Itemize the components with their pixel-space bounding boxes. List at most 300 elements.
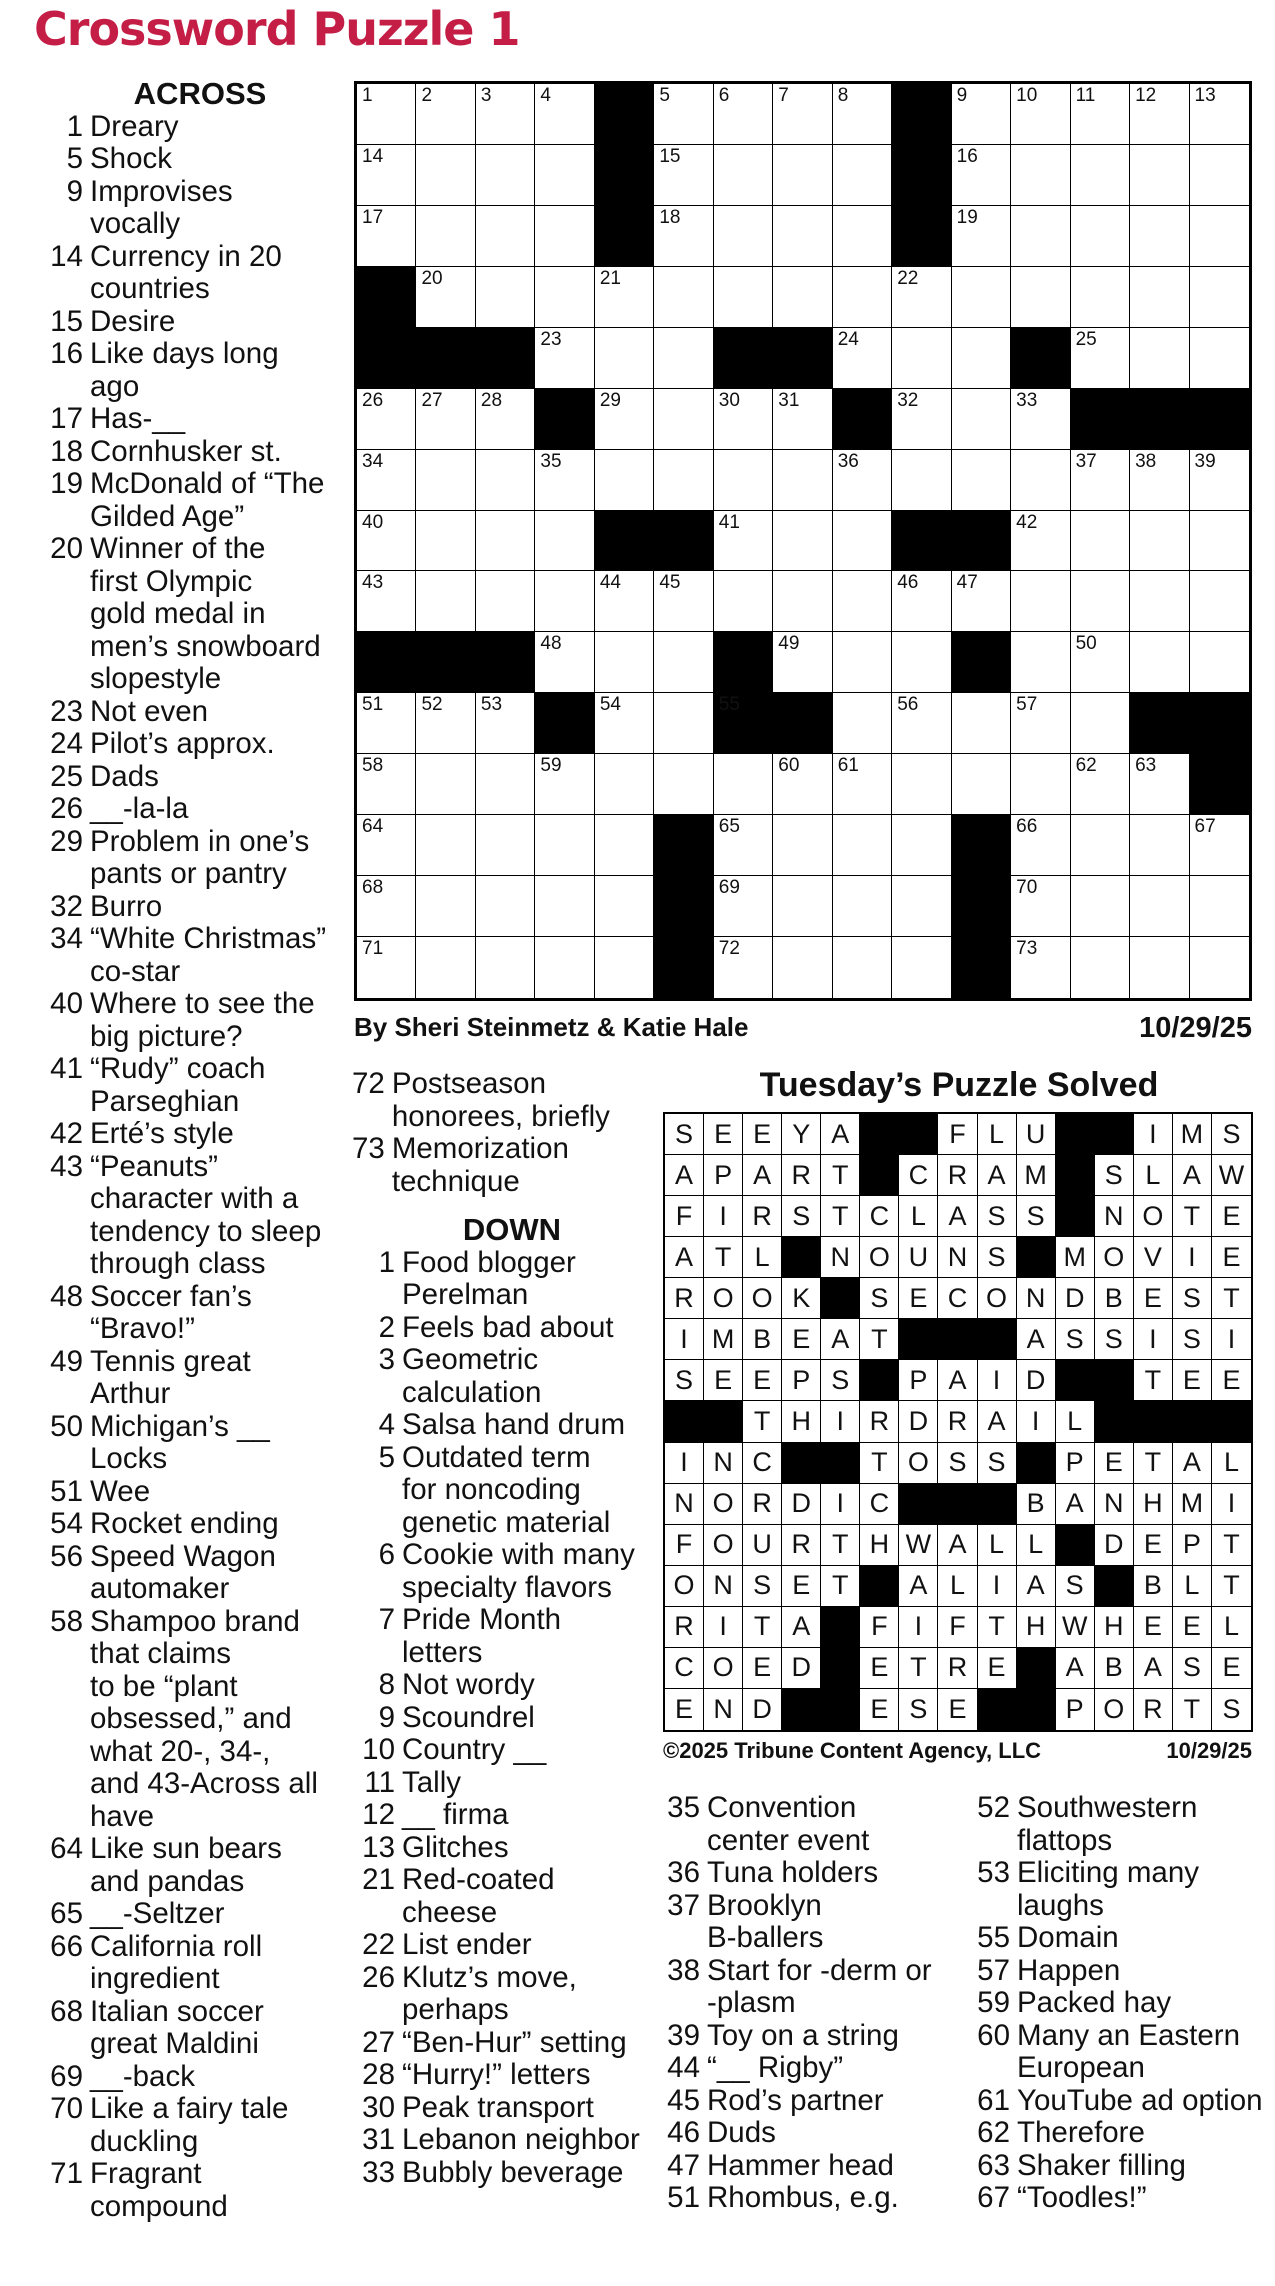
grid-cell[interactable] (416, 206, 475, 267)
grid-cell[interactable] (1130, 632, 1189, 693)
solution-letter: E (1134, 1525, 1173, 1566)
grid-cell[interactable] (1011, 571, 1070, 632)
grid-cell[interactable] (357, 389, 416, 450)
grid-cell[interactable] (1071, 937, 1130, 998)
clue-text (402, 1539, 652, 1604)
clue-line: co-star (90, 954, 181, 988)
clue-text (402, 1962, 652, 2027)
grid-cell[interactable] (833, 754, 892, 815)
grid-cell[interactable] (714, 876, 773, 937)
grid-cell[interactable] (1190, 937, 1249, 998)
grid-cell[interactable] (892, 267, 951, 328)
grid-cell[interactable] (773, 876, 832, 937)
grid-cell[interactable] (1011, 632, 1070, 693)
clue-line: center event (707, 1823, 870, 1857)
solution-letter: D (1095, 1525, 1134, 1566)
grid-cell[interactable] (357, 754, 416, 815)
clue-line: Shaker filling (1017, 2148, 1186, 2182)
clue-down-col3-44 (662, 2052, 967, 2085)
grid-cell[interactable] (833, 632, 892, 693)
grid-cell[interactable] (833, 328, 892, 389)
grid-cell[interactable] (416, 937, 475, 998)
grid-cell[interactable] (654, 450, 713, 511)
grid-cell[interactable] (773, 937, 832, 998)
grid-cell[interactable] (1190, 206, 1249, 267)
grid-cell[interactable] (654, 632, 713, 693)
cell-number: 50 (1075, 633, 1097, 655)
grid-cell[interactable] (833, 815, 892, 876)
grid-cell[interactable] (535, 450, 594, 511)
grid-cell[interactable] (714, 84, 773, 145)
grid-cell[interactable] (1071, 145, 1130, 206)
clue-line: Dads (90, 759, 159, 793)
cell-number: 4 (540, 85, 551, 106)
grid-cell[interactable] (952, 571, 1011, 632)
grid-cell[interactable] (833, 511, 892, 572)
solution-letter: S (978, 1237, 1017, 1278)
solution-letter: E (978, 1648, 1017, 1689)
grid-cell[interactable] (357, 876, 416, 937)
cell-number: 71 (362, 938, 384, 960)
grid-cell[interactable] (595, 632, 654, 693)
grid-cell[interactable] (595, 328, 654, 389)
grid-cell[interactable] (1190, 815, 1249, 876)
grid-cell[interactable] (654, 389, 713, 450)
grid-cell[interactable] (1190, 511, 1249, 572)
clue-line: flattops (1017, 1823, 1113, 1857)
solution-letter: S (1095, 1319, 1134, 1360)
grid-cell[interactable] (654, 693, 713, 754)
solution-letter: M (1173, 1484, 1212, 1525)
clue-number: 18 (50, 434, 83, 468)
grid-cell[interactable] (535, 206, 594, 267)
clue-line: Italian soccer (90, 1994, 264, 2028)
grid-cell[interactable] (1190, 84, 1249, 145)
grid-cell[interactable] (535, 328, 594, 389)
clue-text (402, 2027, 652, 2060)
grid-cell[interactable] (357, 511, 416, 572)
grid-cell[interactable] (714, 571, 773, 632)
grid-cell[interactable] (773, 511, 832, 572)
grid-cell[interactable] (416, 754, 475, 815)
grid-cell[interactable] (535, 571, 594, 632)
grid-cell[interactable] (1071, 571, 1130, 632)
grid-cell[interactable] (892, 450, 951, 511)
grid-cell[interactable] (476, 937, 535, 998)
solution-letter: L (1017, 1525, 1056, 1566)
grid-cell[interactable] (952, 145, 1011, 206)
grid-cell[interactable] (1071, 754, 1130, 815)
grid-cell[interactable] (773, 84, 832, 145)
grid-cell[interactable] (833, 145, 892, 206)
clue-line: “Ben-Hur” setting (402, 2025, 627, 2059)
grid-cell[interactable] (535, 876, 594, 937)
grid-cell[interactable] (1071, 206, 1130, 267)
grid-cell[interactable] (476, 145, 535, 206)
grid-cell[interactable] (1011, 876, 1070, 937)
solution-letter: I (1134, 1319, 1173, 1360)
grid-cell[interactable] (1130, 206, 1189, 267)
clue-down-col3-46 (662, 2117, 967, 2150)
clue-line: Postseason (391, 1067, 546, 1100)
cell-number: 39 (1194, 450, 1216, 472)
clue-across-65 (40, 1898, 340, 1931)
cell-number: 57 (1016, 694, 1038, 716)
grid-cell[interactable] (1190, 328, 1249, 389)
grid-cell[interactable] (892, 937, 951, 998)
solution-letter: O (704, 1525, 743, 1566)
clue-line: Geometric (402, 1343, 539, 1376)
solution-letter: D (743, 1689, 782, 1730)
clue-down-col3-47 (662, 2150, 967, 2183)
grid-cell[interactable] (1130, 267, 1189, 328)
grid-cell[interactable] (714, 145, 773, 206)
grid-cell[interactable] (595, 571, 654, 632)
grid-cell[interactable] (1130, 876, 1189, 937)
clue-line: Peak transport (402, 2090, 594, 2124)
grid-cell[interactable] (595, 876, 654, 937)
clue-line: Rocket ending (90, 1507, 279, 1540)
clue-text (90, 1281, 340, 1346)
solution-letter: E (860, 1689, 899, 1730)
grid-cell[interactable] (1011, 145, 1070, 206)
grid-cell[interactable] (1190, 145, 1249, 206)
grid-cell[interactable] (952, 754, 1011, 815)
grid-cell[interactable] (1130, 145, 1189, 206)
clue-text (90, 111, 340, 144)
grid-cell[interactable] (654, 206, 713, 267)
grid-cell[interactable] (1130, 328, 1189, 389)
solution-letter: L (978, 1525, 1017, 1566)
grid-cell[interactable] (535, 145, 594, 206)
grid-cell[interactable] (416, 450, 475, 511)
grid-cell[interactable] (654, 571, 713, 632)
grid-cell[interactable] (1130, 937, 1189, 998)
clue-line: Red-coated (402, 1863, 555, 1896)
solution-letter: R (743, 1484, 782, 1525)
grid-cell[interactable] (654, 84, 713, 145)
solution-letter: U (743, 1525, 782, 1566)
solution-letter: I (1173, 1237, 1212, 1278)
solution-date: 10/29/25 (1166, 1738, 1252, 1763)
down-header: DOWN (462, 1212, 562, 1247)
clue-number: 5 (66, 142, 83, 175)
grid-cell[interactable] (1071, 693, 1130, 754)
grid-cell[interactable] (714, 511, 773, 572)
clue-down-col3-36 (662, 1857, 967, 1890)
grid-cell[interactable] (357, 693, 416, 754)
grid-cell[interactable] (1130, 571, 1189, 632)
grid-cell[interactable] (1071, 328, 1130, 389)
grid-cell[interactable] (357, 571, 416, 632)
grid-cell[interactable] (535, 511, 594, 572)
clue-number: 36 (667, 1856, 700, 1889)
clue-down-col2-11 (352, 1767, 652, 1800)
clue-across-48 (40, 1281, 340, 1346)
clue-text (707, 2150, 967, 2183)
grid-cell[interactable] (1071, 84, 1130, 145)
grid-cell[interactable] (416, 84, 475, 145)
grid-cell[interactable] (357, 84, 416, 145)
cell-number: 10 (1016, 85, 1038, 106)
clue-number: 8 (378, 1668, 395, 1701)
grid-cell[interactable] (1190, 267, 1249, 328)
cell-number: 28 (480, 389, 503, 411)
grid-cell[interactable] (357, 145, 416, 206)
grid-cell[interactable] (892, 693, 951, 754)
solution-letter: T (860, 1443, 899, 1484)
grid-cell[interactable] (833, 84, 892, 145)
grid-cell[interactable] (654, 145, 713, 206)
grid-cell[interactable] (476, 206, 535, 267)
cell-number: 36 (837, 450, 859, 472)
solution-letter: L (1212, 1443, 1251, 1484)
grid-cell[interactable] (1011, 206, 1070, 267)
solution-black-square (860, 1155, 899, 1196)
clue-line: Domain (1017, 1921, 1119, 1954)
grid-cell[interactable] (1071, 815, 1130, 876)
solution-letter: S (978, 1443, 1017, 1484)
grid-cell[interactable] (595, 450, 654, 511)
grid-cell[interactable] (1130, 450, 1189, 511)
black-square (714, 328, 773, 389)
solution-letter: B (1017, 1484, 1056, 1525)
clue-number: 16 (50, 337, 83, 370)
grid-cell[interactable] (1011, 815, 1070, 876)
grid-cell[interactable] (1130, 754, 1189, 815)
grid-cell[interactable] (476, 267, 535, 328)
grid-cell[interactable] (357, 206, 416, 267)
grid-cell[interactable] (773, 450, 832, 511)
grid-cell[interactable] (892, 815, 951, 876)
grid-cell[interactable] (1011, 267, 1070, 328)
clue-across-71 (40, 2158, 340, 2223)
grid-cell[interactable] (476, 571, 535, 632)
grid-cell[interactable] (833, 206, 892, 267)
grid-cell[interactable] (714, 389, 773, 450)
grid-cell[interactable] (357, 815, 416, 876)
grid-cell[interactable] (357, 937, 416, 998)
grid-cell[interactable] (1130, 511, 1189, 572)
grid-cell[interactable] (714, 206, 773, 267)
clue-number: 17 (50, 402, 83, 435)
solution-letter: T (899, 1648, 938, 1689)
clue-down-col2-31 (352, 2124, 652, 2157)
grid-cell[interactable] (476, 693, 535, 754)
grid-cell[interactable] (892, 571, 951, 632)
clue-line: Dreary (90, 109, 179, 143)
black-square (714, 693, 773, 754)
grid-cell[interactable] (952, 450, 1011, 511)
solution-letter: E (1173, 1360, 1212, 1401)
cell-number: 53 (480, 694, 503, 716)
solution-letter: B (1134, 1566, 1173, 1607)
clue-number: 19 (50, 467, 83, 500)
clue-text (402, 2157, 652, 2190)
clue-text (402, 1409, 652, 1442)
grid-cell[interactable] (833, 571, 892, 632)
grid-cell[interactable] (714, 815, 773, 876)
grid-cell[interactable] (1011, 754, 1070, 815)
grid-cell[interactable] (833, 937, 892, 998)
grid-cell[interactable] (476, 450, 535, 511)
clue-line: Salsa hand drum (402, 1408, 626, 1441)
cell-number: 34 (362, 450, 384, 472)
grid-cell[interactable] (1011, 450, 1070, 511)
grid-cell[interactable] (773, 267, 832, 328)
grid-cell[interactable] (1071, 450, 1130, 511)
grid-cell[interactable] (773, 145, 832, 206)
grid-cell[interactable] (535, 754, 594, 815)
solution-letter: R (665, 1607, 704, 1648)
cell-number: 45 (659, 572, 681, 594)
grid-cell[interactable] (1071, 876, 1130, 937)
grid-cell[interactable] (833, 450, 892, 511)
black-square (1071, 389, 1130, 450)
grid-cell[interactable] (1190, 876, 1249, 937)
clue-number: 1 (378, 1245, 395, 1279)
grid-cell[interactable] (892, 632, 951, 693)
grid-cell[interactable] (1071, 267, 1130, 328)
grid-cell[interactable] (773, 206, 832, 267)
solution-letter: A (1017, 1566, 1056, 1607)
clue-line: tendency to sleep (90, 1214, 322, 1248)
clue-line: -plasm (707, 1986, 796, 2019)
cell-number: 32 (897, 389, 919, 411)
grid-cell[interactable] (952, 328, 1011, 389)
grid-cell[interactable] (654, 754, 713, 815)
clue-line: cheese (402, 1895, 498, 1929)
grid-cell[interactable] (595, 267, 654, 328)
grid-cell[interactable] (714, 937, 773, 998)
grid-cell[interactable] (595, 937, 654, 998)
grid-cell[interactable] (535, 632, 594, 693)
solution-letter: H (860, 1525, 899, 1566)
clue-text (90, 143, 340, 176)
grid-cell[interactable] (773, 815, 832, 876)
grid-cell[interactable] (1011, 84, 1070, 145)
black-square (357, 328, 416, 389)
grid-cell[interactable] (952, 267, 1011, 328)
clue-line: have (90, 1799, 154, 1833)
black-square (952, 937, 1011, 998)
grid-cell[interactable] (1071, 632, 1130, 693)
grid-cell[interactable] (773, 754, 832, 815)
grid-cell[interactable] (1011, 937, 1070, 998)
solution-letter: C (860, 1484, 899, 1525)
grid-cell[interactable] (714, 267, 773, 328)
grid-cell[interactable] (952, 389, 1011, 450)
grid-cell[interactable] (952, 693, 1011, 754)
grid-cell[interactable] (892, 876, 951, 937)
grid-cell[interactable] (773, 389, 832, 450)
clue-text (402, 1247, 652, 1312)
grid-cell[interactable] (1071, 511, 1130, 572)
grid-cell[interactable] (595, 754, 654, 815)
grid-cell[interactable] (535, 267, 594, 328)
grid-cell[interactable] (357, 450, 416, 511)
solution-letter: L (1134, 1155, 1173, 1196)
clue-text (90, 1898, 340, 1931)
clue-text (402, 1442, 652, 1540)
clue-across-32 (40, 891, 340, 924)
grid-cell[interactable] (892, 754, 951, 815)
grid-cell[interactable] (535, 815, 594, 876)
grid-cell[interactable] (535, 937, 594, 998)
grid-cell[interactable] (416, 693, 475, 754)
clue-down-col2-10 (352, 1734, 652, 1767)
grid-cell[interactable] (1130, 84, 1189, 145)
grid-cell[interactable] (1130, 815, 1189, 876)
grid-cell[interactable] (952, 84, 1011, 145)
clue-line: Cornhusker st. (90, 434, 282, 468)
black-square (595, 511, 654, 572)
puzzle-title: Crossword Puzzle 1 (34, 2, 520, 56)
grid-cell[interactable] (833, 693, 892, 754)
grid-cell[interactable] (773, 632, 832, 693)
clue-across-26 (40, 793, 340, 826)
grid-cell[interactable] (833, 267, 892, 328)
grid-cell[interactable] (595, 815, 654, 876)
grid-cell[interactable] (476, 815, 535, 876)
grid-cell[interactable] (833, 876, 892, 937)
grid-cell[interactable] (416, 876, 475, 937)
cell-number: 40 (362, 511, 384, 533)
grid-cell[interactable] (1011, 693, 1070, 754)
grid-cell[interactable] (476, 511, 535, 572)
grid-cell[interactable] (595, 693, 654, 754)
clue-line: “Rudy” coach (90, 1052, 266, 1085)
grid-cell[interactable] (476, 389, 535, 450)
grid-cell[interactable] (773, 571, 832, 632)
grid-cell[interactable] (1190, 571, 1249, 632)
grid-cell[interactable] (714, 754, 773, 815)
grid-cell[interactable] (416, 145, 475, 206)
clue-text (90, 1508, 340, 1541)
grid-cell[interactable] (416, 389, 475, 450)
grid-cell[interactable] (595, 389, 654, 450)
grid-cell[interactable] (416, 815, 475, 876)
grid-cell[interactable] (416, 267, 475, 328)
grid-cell[interactable] (476, 876, 535, 937)
grid-cell[interactable] (1011, 511, 1070, 572)
clue-across-40 (40, 988, 340, 1053)
grid-cell[interactable] (892, 328, 951, 389)
grid-cell[interactable] (476, 754, 535, 815)
grid-cell[interactable] (1011, 389, 1070, 450)
grid-cell[interactable] (892, 389, 951, 450)
cell-number: 67 (1194, 816, 1216, 838)
grid-cell[interactable] (952, 206, 1011, 267)
grid-cell[interactable] (476, 84, 535, 145)
solution-letter: I (978, 1566, 1017, 1607)
solution-letter: C (899, 1155, 938, 1196)
solution-letter: A (821, 1319, 860, 1360)
grid-cell[interactable] (714, 450, 773, 511)
grid-cell[interactable] (535, 84, 594, 145)
grid-cell[interactable] (416, 511, 475, 572)
grid-cell[interactable] (654, 328, 713, 389)
grid-cell[interactable] (416, 571, 475, 632)
clue-number: 60 (977, 2018, 1010, 2052)
solution-letter: S (938, 1443, 977, 1484)
grid-cell[interactable] (1190, 450, 1249, 511)
grid-cell[interactable] (1190, 632, 1249, 693)
black-square (1011, 328, 1070, 389)
grid-cell[interactable] (654, 267, 713, 328)
solution-letter: A (665, 1155, 704, 1196)
cell-number: 13 (1194, 85, 1216, 106)
